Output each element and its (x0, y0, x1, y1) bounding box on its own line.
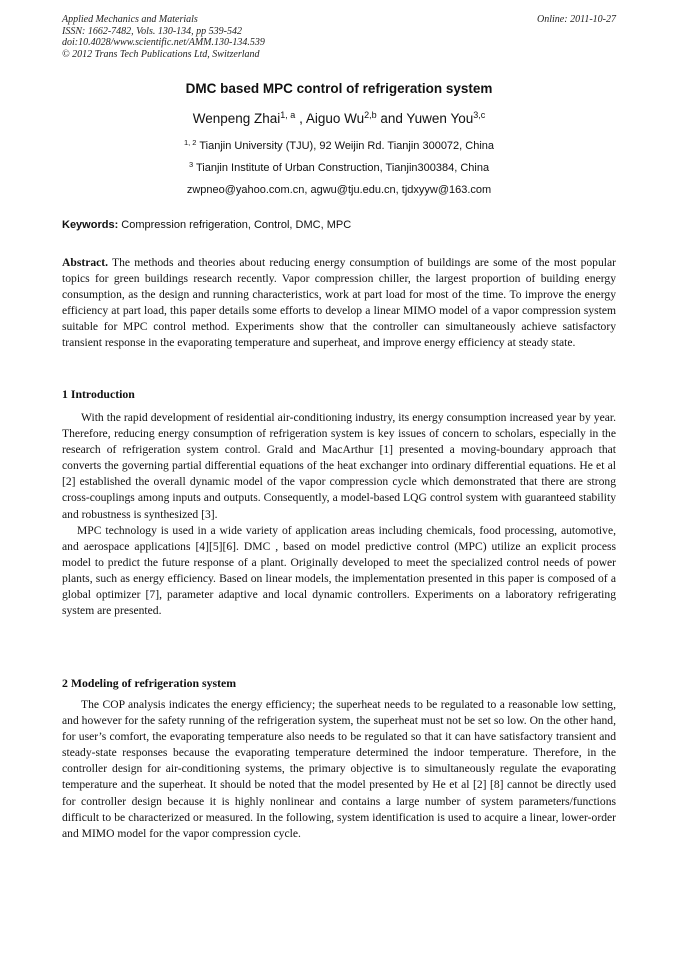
author-3-affil: 3,c (473, 110, 486, 120)
author-2-affil: 2,b (364, 110, 377, 120)
keywords-text: Compression refrigeration, Control, DMC, MPC (118, 219, 352, 231)
author-emails: zwpneo@yahoo.com.cn, agwu@tju.edu.cn, tjdxyyw@163.com (186, 184, 492, 196)
introduction-body (62, 410, 616, 619)
section-heading-modeling: 2 Modeling of refrigeration system (62, 676, 237, 690)
affiliation-1-marker: 1, 2 (183, 138, 197, 147)
intro-paragraph-2: MPC technology is used in a wide variety of application areas including chemicals, food processing, automotive, and aerospace applications [4][5][6]. DMC , based on model predictive control (MPC) utilize an explicit process model to predict the future response of a plant. Originally developed to meet the specialized control needs of power plants, such as energy efficiency. Based on linear models, the implementation presented in this paper is composed of a global optimizer [7], parameter adaptive and local dynamic controllers. Experiments on a laboratory refrigerating system are presented. (62, 523, 616, 618)
affiliation-2 (0, 162, 678, 174)
author-1: Wenpeng Zhai (192, 111, 281, 126)
author-1-affil: 1, a (280, 110, 296, 120)
keywords-label: Keywords: (62, 219, 119, 231)
keywords (62, 219, 616, 231)
intro-paragraph-1: With the rapid development of residential air-conditioning industry, its energy consumption increased year by year. Therefore, reducing energy consumption of refrigeration system is key issues of concern to scholars, especially in the research of refrigeration system control. Grald and MacArthur [1] presented a moving-boundary approach that converts the governing partial differential equations of the heat exchanger into ordinary differential equations. He et al [2] established the overall dynamic model of the vapor compression cycle which demonstrated that there are strong cross-couplings among inputs and outputs. Consequently, a model-based LQG control system with guaranteed stability and robustness is synthesized [3]. (62, 411, 616, 521)
affiliation-2-text: Tianjin Institute of Urban Construction, Tianjin300384, China (193, 162, 490, 174)
affiliation-1 (0, 140, 678, 152)
copyright-line: © 2012 Trans Tech Publications Ltd, Switzerland (62, 48, 260, 60)
author-3: and Yuwen You (376, 111, 474, 126)
abstract-label: Abstract. (62, 256, 109, 269)
issn-line: ISSN: 1662-7482, Vols. 130-134, pp 539-542 (62, 25, 242, 37)
journal-header (62, 14, 616, 60)
paper-title: DMC based MPC control of refrigeration system (185, 81, 493, 96)
author-list (0, 111, 678, 126)
section-heading-introduction: 1 Introduction (62, 387, 135, 401)
abstract-text: The methods and theories about reducing energy consumption of buildings are some of the most popular topics for green buildings research recently. Vapor compression chiller, the largest proportion of building energy consumption, as the design and running characteristics, work at part load for most of the time. To improve the energy efficiency at part load, this paper details some efforts to develop a linear MIMO model of a vapor compression system suitable for MPC control method. Experiments show that the controller can simultaneously achieve satisfactory transient response in the evaporating temperature and superheat, and improve energy efficiency at steady state. (62, 256, 616, 350)
doi-line: doi:10.4028/www.scientific.net/AMM.130-134.539 (62, 37, 265, 48)
affiliation-2-marker: 3 (188, 160, 194, 169)
author-2: , Aiguo Wu (295, 111, 365, 126)
online-date: Online: 2011-10-27 (537, 14, 616, 25)
modeling-paragraph-1: The COP analysis indicates the energy efficiency; the superheat needs to be regulated to a reasonable low setting, and however for the safety running of the refrigeration system, the superheat must not be set so low. On the other hand, for user’s comfort, the evaporating temperature also needs to be regulated so that it can have satisfactory transient and steady-state responses because the evaporating temperature determined the indoor temperature. Therefore, in the controller design for air-conditioning systems, the primary objective is to simultaneously regulate the evaporating temperature and the superheat. It should be noted that the model presented by He et al [2] [8] cannot be directly used for controller design because it is highly nonlinear and contains a large number of system parameters/functions difficult to be characterized or measured. In the following, system identification is used to acquire a linear, lower-order and MIMO model for the vapor compression cycle. (62, 698, 616, 840)
abstract (62, 255, 616, 352)
modeling-body (62, 697, 616, 842)
affiliation-1-text: Tianjin University (TJU), 92 Weijin Rd. Tianjin 300072, China (196, 140, 495, 152)
journal-name: Applied Mechanics and Materials (62, 14, 198, 25)
